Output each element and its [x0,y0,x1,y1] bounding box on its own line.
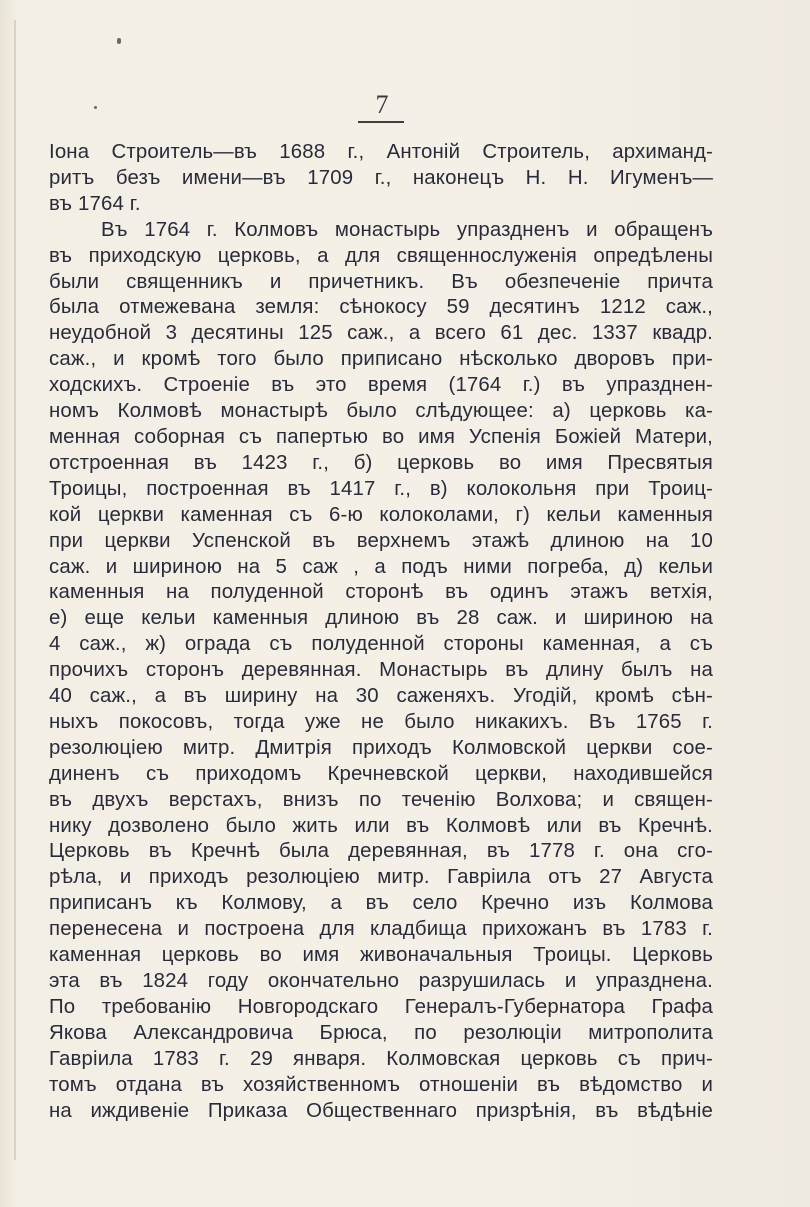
text-line: ныхъ покосовъ, тогда уже не было никакихъ. Въ 1765 г. [49,710,713,733]
text-line: прочихъ сторонъ деревянная. Монастырь въ длину былъ на [49,659,713,682]
text-line: резолюціею митр. Дмитрія приходъ Колмовской церкви сое- [49,736,713,759]
text-line: эта въ 1824 году окончательно разрушилась и упразднена. [49,970,713,992]
text-line: Церковь въ Кречнѣ была деревянная, въ 1778 г. она сго- [49,840,713,863]
scan-speck [94,106,97,109]
text-line: ритъ безъ имени—въ 1709 г., наконецъ Н. Н. Игуменъ— [49,166,713,189]
text-line: Іона Строитель—въ 1688 г., Антоній Строитель, архиманд- [49,141,713,163]
text-line: 40 саж., а въ ширину на 30 саженяхъ. Угодій, кромѣ сѣн- [49,685,713,708]
text-line: Гавріила 1783 г. 29 января. Колмовская церковь съ прич- [49,1047,713,1070]
text-line: въ 1764 г. [49,192,141,215]
page-number: 7 [375,90,389,119]
text-line: 4 саж., ж) ограда съ полуденной стороны каменная, а съ [49,633,713,656]
text-line: каменная церковь во имя живоначальныя Троицы. Церковь [49,944,713,967]
text-line: приписанъ къ Колмову, а въ село Кречно изъ Колмова [49,892,713,915]
text-line: е) еще кельи каменныя длиною въ 28 саж. и шириною на [49,607,713,630]
text-line: неудобной 3 десятины 125 саж., а всего 61 дес. 1337 квадр. [49,322,713,345]
text-line: диненъ съ приходомъ Кречневской церкви, находившейся [49,762,713,785]
text-line: были священникъ и причетникъ. Въ обезпеченіе причта [49,270,713,293]
text-line: въ приходскую церковь, а для священнослуженія опредѣлены [49,244,713,267]
text-line: Въ 1764 г. Колмовъ монастырь упраздненъ и обращенъ [101,218,713,241]
scan-speck [117,38,121,44]
text-line: саж. и шириною на 5 саж , а подъ ними погреба, д) кельи [49,555,713,578]
text-line: была отмежевана земля: сѣнокосу 59 десятинъ 1212 саж., [49,296,713,319]
text-line: саж., и кромѣ того было приписано нѣсколько дворовъ при- [49,348,713,371]
text-line: кой церкви каменная съ 6-ю колоколами, г) кельи каменныя [49,503,713,526]
text-line: томъ отдана въ хозяйственномъ отношеніи въ вѣдомство и [49,1073,713,1096]
text-line: менная соборная съ папертью во имя Успенія Божіей Матери, [49,425,713,448]
page-number-rule [358,121,404,123]
text-line: перенесена и построена для кладбища прихожанъ въ 1783 г. [49,918,713,941]
text-line: Троицы, построенная въ 1417 г., в) колокольня при Троиц- [49,477,713,500]
text-line: отстроенная въ 1423 г., б) церковь во имя Пресвятыя [49,451,713,474]
text-line: номъ Колмовѣ монастырѣ было слѣдующее: а) церковь ка- [49,400,713,423]
text-line: Якова Александровича Брюса, по резолюціи митрополита [49,1021,713,1044]
text-line: рѣла, и приходъ резолюціею митр. Гавріила отъ 27 Августа [49,866,713,889]
text-line: нику дозволено было жить или въ Колмовѣ или въ Кречнѣ. [49,814,713,837]
page-binding-edge [14,20,16,1160]
text-line: ходскихъ. Строеніе въ это время (1764 г.) въ упразднен- [49,374,713,397]
text-line: на иждивеніе Приказа Общественнаго призрѣнія, въ вѣдѣніе [49,1099,713,1122]
text-line: въ двухъ верстахъ, внизъ по теченію Волхова; и священ- [49,788,713,811]
body-text [49,140,713,1124]
text-line: По требованію Новгородскаго Генералъ-Губернатора Графа [49,995,713,1018]
text-line: при церкви Успенской въ верхнемъ этажѣ длиною на 10 [49,529,713,552]
text-line: каменныя на полуденной сторонѣ въ одинъ этажъ ветхія, [49,581,713,604]
